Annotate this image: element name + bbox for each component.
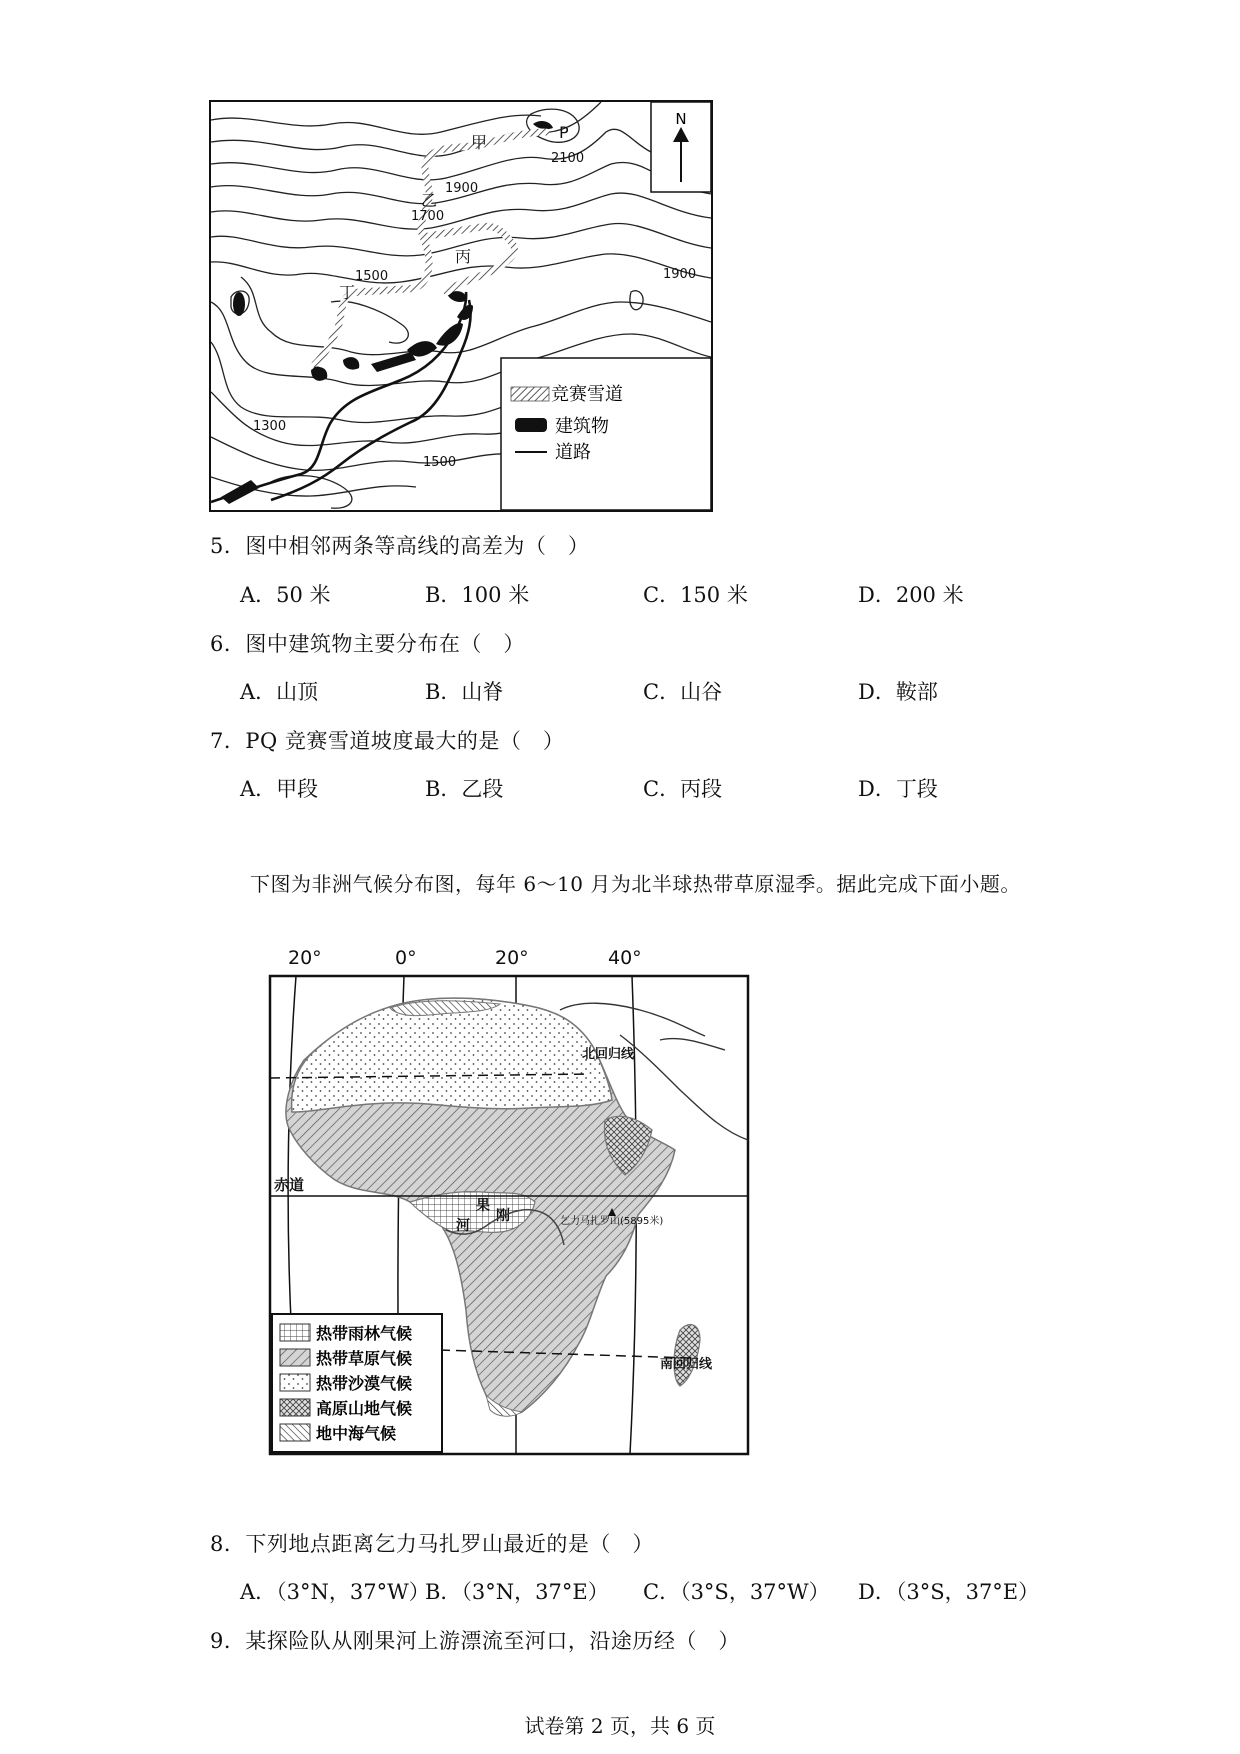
tropic-north-label: 北回归线: [582, 1047, 635, 1062]
africa-map: [260, 940, 750, 1460]
contour-label-1900a: 1900: [445, 181, 479, 196]
contour-map-svg: [211, 102, 711, 510]
label-ding: 丁: [339, 283, 356, 302]
lon-label-40e: 40°: [608, 947, 642, 969]
q6-option-d[interactable]: D．鞍部: [858, 680, 938, 704]
label-jia: 甲: [471, 133, 488, 152]
q7-option-d[interactable]: D．丁段: [858, 777, 938, 801]
north-label: N: [675, 110, 687, 128]
label-yi: 乙: [421, 191, 438, 210]
question-9-stem: 9．某探险队从刚果河上游漂流至河口，沿途历经（ ）: [210, 1629, 740, 1653]
q5-option-a[interactable]: A．50 米: [240, 583, 331, 607]
legend-swatch-building: [515, 418, 547, 432]
q6-option-a[interactable]: A．山顶: [240, 680, 319, 704]
q6-option-b[interactable]: B．山脊: [425, 680, 504, 704]
equator-label: 赤道: [274, 1176, 305, 1194]
contour-map: [209, 100, 713, 512]
africa-legend: [272, 1314, 442, 1452]
legend-rainforest: 热带雨林气候: [316, 1324, 413, 1343]
question-6-stem: 6．图中建筑物主要分布在（ ）: [210, 632, 525, 656]
contour-label-2100: 2100: [551, 151, 585, 166]
legend-road-label: 道路: [555, 442, 591, 463]
q5-option-d[interactable]: D．200 米: [858, 583, 964, 607]
contour-label-1700: 1700: [411, 209, 445, 224]
contour-label-1300: 1300: [253, 419, 287, 434]
north-arrow-box: [651, 102, 711, 192]
contour-label-1500a: 1500: [355, 269, 389, 284]
legend-swatch-savanna: [280, 1349, 310, 1366]
lon-label-0: 0°: [395, 947, 417, 969]
contour-label-1500b: 1500: [423, 455, 457, 470]
question-8-stem: 8．下列地点距离乞力马扎罗山最近的是（ ）: [210, 1532, 654, 1556]
africa-map-svg: [260, 940, 750, 1460]
lon-label-20w: 20°: [288, 947, 322, 969]
legend-swatch-course: [511, 387, 549, 401]
legend-course-label: 竞赛雪道: [551, 384, 623, 405]
legend-swatch-desert: [280, 1374, 310, 1391]
label-p: P: [559, 123, 569, 142]
legend-swatch-rainforest: [280, 1324, 310, 1341]
q5-option-c[interactable]: C．150 米: [643, 583, 748, 607]
contour-legend: [501, 358, 711, 510]
q7-option-a[interactable]: A．甲段: [240, 777, 319, 801]
longitude-labels: [288, 947, 642, 969]
legend-savanna: 热带草原气候: [316, 1349, 413, 1368]
q7-option-c[interactable]: C．丙段: [643, 777, 723, 801]
legend-desert: 热带沙漠气候: [316, 1374, 413, 1393]
legend-highland: 高原山地气候: [316, 1399, 413, 1418]
legend-swatch-mediterranean: [280, 1424, 310, 1441]
q8-option-c[interactable]: C．（3°S，37°W）: [643, 1580, 830, 1604]
label-bing: 丙: [455, 247, 472, 266]
africa-intro-text: 下图为非洲气候分布图，每年 6～10 月为北半球热带草原湿季。据此完成下面小题。: [250, 872, 1021, 896]
congo-label-2: 刚: [496, 1208, 510, 1224]
question-7-stem: 7．PQ 竞赛雪道坡度最大的是（ ）: [210, 729, 565, 753]
q8-option-b[interactable]: B．（3°N，37°E）: [425, 1580, 609, 1604]
q8-option-a[interactable]: A．（3°N，37°W）: [240, 1580, 430, 1604]
legend-building-label: 建筑物: [555, 416, 609, 437]
kilimanjaro-label: 乞力马扎罗山(5895米): [560, 1216, 664, 1227]
q7-option-b[interactable]: B．乙段: [425, 777, 504, 801]
congo-label-1: 果: [476, 1198, 490, 1214]
q5-option-b[interactable]: B．100 米: [425, 583, 530, 607]
label-q: Q: [311, 363, 324, 382]
congo-label-3: 河: [456, 1218, 470, 1234]
legend-mediterranean: 地中海气候: [316, 1424, 397, 1443]
lon-label-20e: 20°: [495, 947, 529, 969]
contour-label-1900b: 1900: [663, 267, 697, 282]
q6-option-c[interactable]: C．山谷: [643, 680, 723, 704]
tropic-south-label: 南回归线: [660, 1357, 713, 1372]
legend-swatch-highland: [280, 1399, 310, 1416]
page-footer: 试卷第 2 页，共 6 页: [524, 1714, 716, 1738]
q8-option-d[interactable]: D．（3°S，37°E）: [858, 1580, 1040, 1604]
question-5-stem: 5．图中相邻两条等高线的高差为（ ）: [210, 534, 590, 558]
